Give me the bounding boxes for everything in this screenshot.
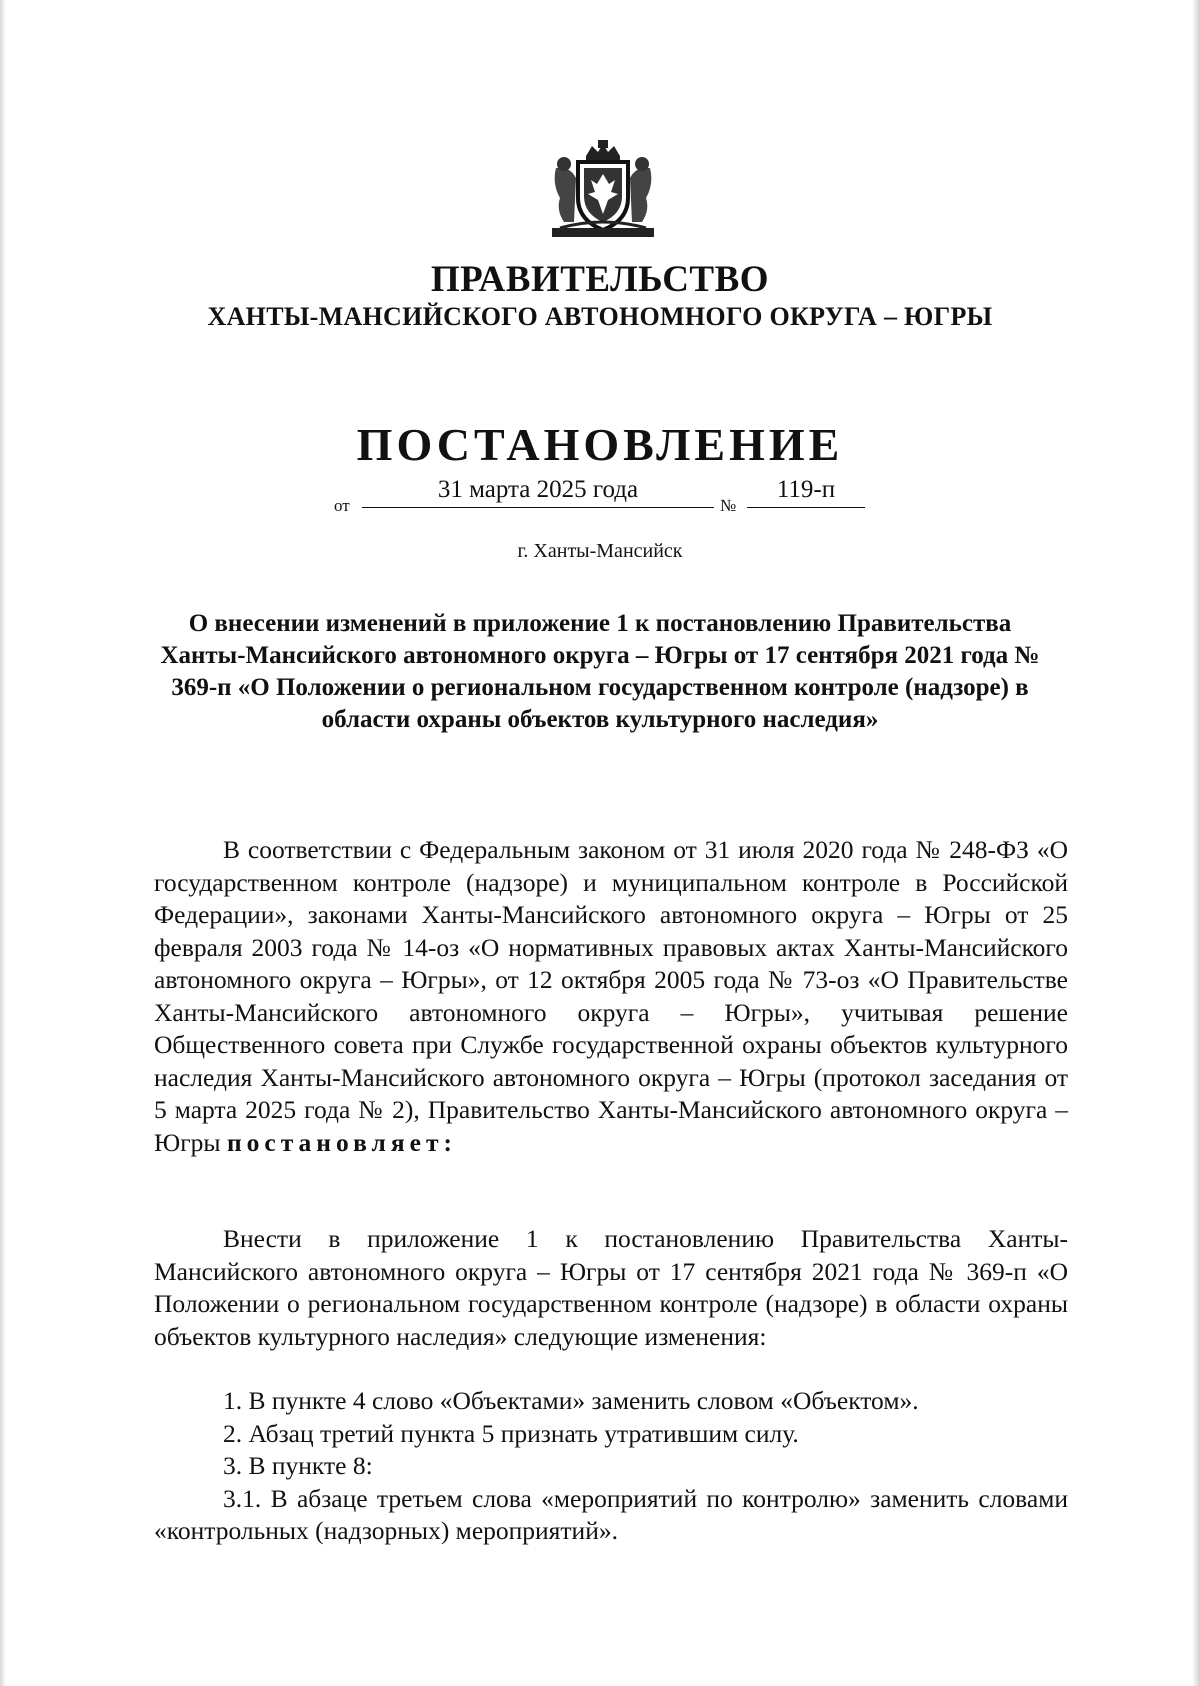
date-from-label: от bbox=[334, 496, 350, 515]
preamble-paragraph bbox=[154, 834, 1068, 1159]
government-title: ПРАВИТЕЛЬСТВО bbox=[430, 259, 770, 300]
document-date: 31 марта 2025 года bbox=[362, 476, 714, 508]
document-type: ПОСТАНОВЛЕНИЕ bbox=[356, 419, 844, 470]
resolves-word: постановляет: bbox=[226, 1127, 457, 1157]
number-label: № bbox=[720, 496, 737, 515]
intro-paragraph: Внести в приложение 1 к постановлению Правительства Ханты-Мансийского автономного округа – Югры от 17 сентября 2021 года № 369-п «О Положении о региональном государственном контроле (надзоре) в области охраны объектов культурного наследия» следующие изменения: bbox=[154, 1224, 1068, 1351]
scan-edge-left bbox=[0, 0, 6, 1686]
amendments-list bbox=[154, 1385, 1068, 1548]
preamble-text: В соответствии с Федеральным законом от 31 июля 2020 года № 248-ФЗ «О государственном контроле (надзоре) и муниципальном контроле в Российской Федерации», законами Ханты-Мансийского автономного округа – Югры от 25 февраля 2003 года № 14-оз «О нормативных правовых актах Ханты-Мансийского автономного округа – Югры», от 12 октября 2005 года № 73-оз «О Правительстве Ханты-Мансийского автономного округа – Югры», учитывая решение Общественного совета при Службе государственной охраны объектов культурного наследия Ханты-Мансийского автономного округа – Югры (протокол заседания от 5 марта 2025 года № 2), Правительство Ханты-Мансийского автономного округа – Югры bbox=[154, 835, 1068, 1157]
list-item: 3.1. В абзаце третьем слова «мероприятий по контролю» заменить словами «контрольных (надзорных) мероприятий». bbox=[154, 1483, 1068, 1545]
list-item: 1. В пункте 4 слово «Объектами» заменить словом «Объектом». bbox=[223, 1386, 919, 1415]
date-number-row bbox=[0, 476, 1200, 526]
city: г. Ханты-Мансийск bbox=[517, 540, 683, 562]
list-item: 3. В пункте 8: bbox=[223, 1451, 373, 1480]
government-subtitle: ХАНТЫ-МАНСИЙСКОГО АВТОНОМНОГО ОКРУГА – ЮГРЫ bbox=[207, 302, 993, 331]
document-subject: О внесении изменений в приложение 1 к постановлению Правительства Ханты-Мансийского автономного округа – Югры от 17 сентября 2021 года № 369-п «О Положении о региональном государственном контроле (надзоре) в области охраны объектов культурного наследия» bbox=[160, 610, 1040, 733]
scan-edge-right bbox=[1192, 0, 1200, 1686]
list-item: 2. Абзац третий пункта 5 признать утратившим силу. bbox=[223, 1418, 799, 1448]
document-number: 119-п bbox=[747, 476, 865, 508]
coat-of-arms-emblem bbox=[548, 138, 658, 242]
